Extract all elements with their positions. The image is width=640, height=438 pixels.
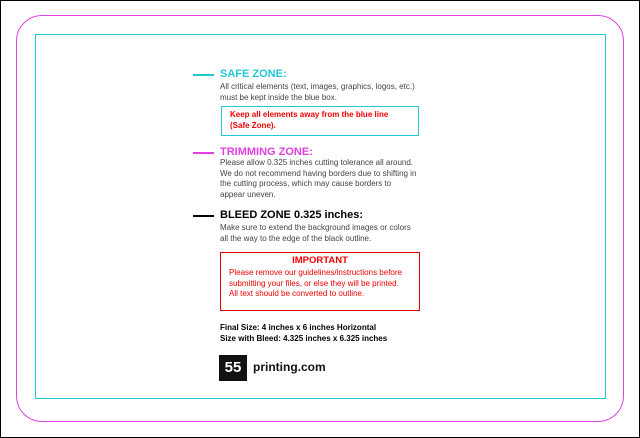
safe-zone-note (230, 110, 388, 131)
logo-text: printing.com (253, 360, 326, 374)
important-box (220, 252, 420, 311)
logo-mark: 55 (219, 355, 247, 381)
trimming-zone-line-3: the cutting process, which may cause borders to (220, 179, 392, 188)
safe-zone-line-2: must be kept inside the blue box. (220, 92, 337, 102)
bleed-zone-line-1: Make sure to extend the background images or colors (220, 223, 411, 232)
trimming-zone-text (220, 158, 416, 200)
safe-zone-note-line-2: (Safe Zone). (230, 120, 276, 130)
trimming-zone-heading: TRIMMING ZONE: (220, 146, 313, 158)
trimming-zone-line-2: We do not recommend having borders due to shifting in (220, 168, 417, 178)
size-with-bleed: Size with Bleed: 4.325 inches x 6.325 inches (220, 333, 388, 343)
size-info (220, 323, 387, 344)
bleed-zone-text (220, 223, 411, 244)
trimming-zone-marker (193, 152, 214, 154)
important-line-2: submitting your files, or else they will be printed. (229, 278, 399, 288)
safe-zone-heading: SAFE ZONE: (220, 68, 287, 80)
safe-zone-line-1: All critical elements (text, images, graphics, logos, etc.) (220, 82, 415, 91)
bleed-zone-heading: BLEED ZONE 0.325 inches: (220, 209, 364, 221)
safe-zone-marker (193, 74, 214, 76)
important-line-1: Please remove our guidelines/instructions before (229, 268, 402, 277)
important-line-3: All text should be converted to outline. (229, 289, 365, 298)
trimming-zone-line-1: Please allow 0.325 inches cutting tolerance all around. (220, 158, 414, 167)
important-text (229, 268, 402, 300)
important-title: IMPORTANT (292, 255, 348, 266)
safe-zone-note-box (221, 106, 419, 136)
final-size: Final Size: 4 inches x 6 inches Horizontal (220, 323, 377, 332)
safe-zone-note-line-1: Keep all elements away from the blue line (230, 110, 389, 119)
trimming-zone-line-4: appear uneven. (220, 189, 276, 199)
bleed-zone-line-2: all the way to the edge of the black outline. (220, 233, 372, 243)
bleed-zone-marker (193, 215, 214, 217)
safe-zone-text (220, 82, 415, 103)
